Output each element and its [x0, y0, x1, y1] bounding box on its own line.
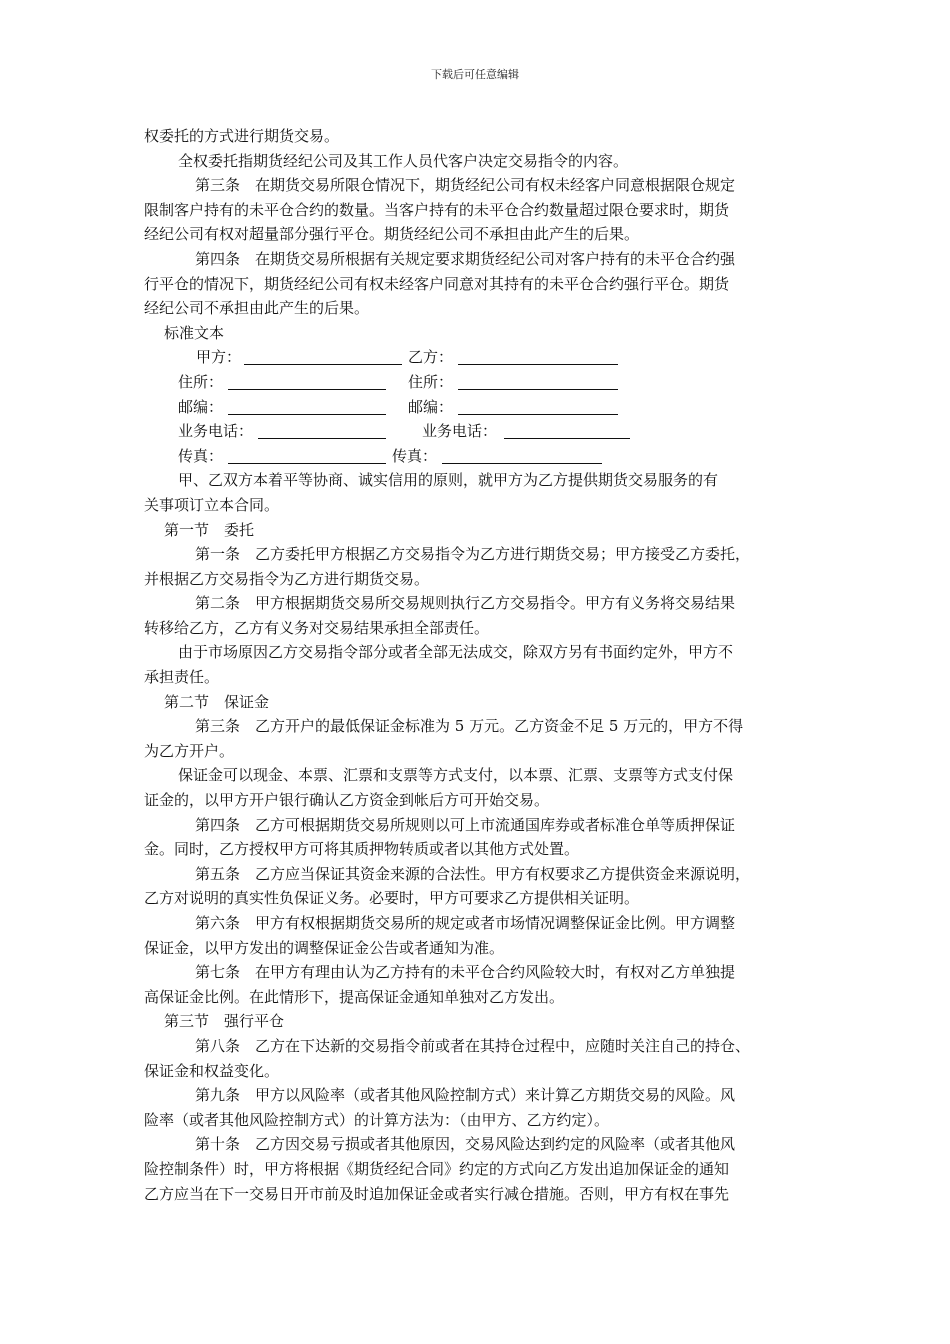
address-b-blank [458, 373, 618, 390]
paragraph-block-2 [144, 468, 812, 1206]
form-label-address-b: 住所： [408, 372, 454, 391]
party-a-blank [244, 348, 402, 365]
text-line: 保证金可以现金、本票、汇票和支票等方式支付，以本票、汇票、支票等方式支付保 [178, 766, 734, 785]
text-line: 全权委托指期货经纪公司及其工作人员代客户决定交易指令的内容。 [178, 151, 629, 170]
party-b-blank [458, 348, 618, 365]
text-line: 由于市场原因乙方交易指令部分或者全部无法成交，除双方另有书面约定外，甲方不 [178, 643, 734, 662]
fax-b-blank [442, 447, 602, 464]
text-line: 第九条 甲方以风险率（或者其他风险控制方式）来计算乙方期货交易的风险。风 [195, 1086, 736, 1105]
text-line: 乙方对说明的真实性负保证义务。必要时，甲方可要求乙方提供相关证明。 [144, 889, 640, 908]
page-header: 下载后可任意编辑 [431, 68, 519, 81]
text-line: 标准文本 [164, 323, 225, 342]
form-label-party-a: 甲方： [196, 348, 242, 367]
form-row-postcode [144, 395, 812, 420]
text-line: 承担责任。 [144, 668, 220, 687]
text-line: 第四条 乙方可根据期货交易所规则以可上市流通国库券或者标准仓单等质押保证 [195, 815, 736, 834]
postcode-b-blank [458, 398, 618, 415]
form-row-party [144, 345, 812, 370]
text-line: 第八条 乙方在下达新的交易指令前或者在其持仓过程中，应随时关注自己的持仓、 [195, 1036, 751, 1055]
address-a-blank [228, 373, 386, 390]
text-line: 第七条 在甲方有理由认为乙方持有的未平仓合约风险较大时，有权对乙方单独提 [195, 963, 736, 982]
text-line: 第一节 委托 [164, 520, 255, 539]
text-line: 甲、乙双方本着平等协商、诚实信用的原则，就甲方为乙方提供期货交易服务的有 [178, 471, 719, 490]
text-line: 权委托的方式进行期货交易。 [144, 127, 340, 145]
phone-b-blank [504, 422, 630, 439]
fax-a-blank [228, 447, 386, 464]
text-line: 行平仓的情况下，期货经纪公司有权未经客户同意对其持有的未平仓合约强行平仓。期货 [144, 274, 730, 293]
phone-a-blank [258, 422, 386, 439]
party-info-form [144, 345, 812, 468]
form-label-address-a: 住所： [178, 372, 224, 391]
text-line: 第二节 保证金 [164, 692, 270, 711]
text-line: 第二条 甲方根据期货交易所交易规则执行乙方交易指令。甲方有义务将交易结果 [195, 594, 736, 613]
text-line: 第五条 乙方应当保证其资金来源的合法性。甲方有权要求乙方提供资金来源说明， [195, 864, 751, 883]
document-body [144, 124, 812, 1206]
text-line: 高保证金比例。在此情形下，提高保证金通知单独对乙方发出。 [144, 987, 565, 1006]
text-line: 第十条 乙方因交易亏损或者其他原因，交易风险达到约定的风险率（或者其他风 [195, 1135, 736, 1154]
form-label-postcode-b: 邮编： [408, 397, 454, 416]
text-line: 金。同时，乙方授权甲方可将其质押物转质或者以其他方式处置。 [144, 840, 580, 859]
form-label-party-b: 乙方： [408, 348, 454, 367]
text-line: 保证金，以甲方发出的调整保证金公告或者通知为准。 [144, 938, 505, 957]
text-line: 乙方应当在下一交易日开市前及时追加保证金或者实行减仓措施。否则，甲方有权在事先 [144, 1184, 730, 1203]
text-line: 险率（或者其他风险控制方式）的计算方法为：（由甲方、乙方约定）。 [144, 1110, 610, 1129]
text-line: 第三条 乙方开户的最低保证金标准为 5 万元。乙方资金不足 5 万元的，甲方不得 [195, 717, 744, 736]
text-line: 第三条 在期货交易所限仓情况下，期货经纪公司有权未经客户同意根据限仓规定 [195, 176, 736, 195]
form-label-phone-b: 业务电话： [422, 422, 498, 441]
form-row-fax [144, 444, 812, 469]
text-line: 限制客户持有的未平仓合约的数量。当客户持有的未平仓合约数量超过限仓要求时，期货 [144, 200, 730, 219]
form-row-address [144, 370, 812, 395]
text-line: 经纪公司不承担由此产生的后果。 [144, 299, 370, 318]
form-label-postcode-a: 邮编： [178, 397, 224, 416]
form-label-fax-a: 传真： [178, 446, 224, 465]
form-label-phone-a: 业务电话： [178, 422, 254, 441]
text-line: 险控制条件）时，甲方将根据《期货经纪合同》约定的方式向乙方发出追加保证金的通知 [144, 1159, 730, 1178]
form-label-fax-b: 传真： [392, 446, 438, 465]
text-line: 并根据乙方交易指令为乙方进行期货交易。 [144, 569, 430, 588]
text-line: 为乙方开户。 [144, 741, 235, 760]
text-line: 第六条 甲方有权根据期货交易所的规定或者市场情况调整保证金比例。甲方调整 [195, 914, 736, 932]
text-line: 证金的，以甲方开户银行确认乙方资金到帐后方可开始交易。 [144, 791, 550, 810]
text-line: 第一条 乙方委托甲方根据乙方交易指令为乙方进行期货交易；甲方接受乙方委托， [195, 545, 751, 564]
text-line: 保证金和权益变化。 [144, 1061, 280, 1080]
text-line: 第四条 在期货交易所根据有关规定要求期货经纪公司对客户持有的未平仓合约强 [195, 249, 736, 268]
text-line: 关事项订立本合同。 [144, 495, 280, 514]
text-line: 经纪公司有权对超量部分强行平仓。期货经纪公司不承担由此产生的后果。 [144, 225, 640, 244]
postcode-a-blank [228, 398, 386, 415]
text-line: 转移给乙方，乙方有义务对交易结果承担全部责任。 [144, 618, 490, 637]
paragraph-block-1 [144, 124, 812, 345]
form-row-phone [144, 419, 812, 444]
text-line: 第三节 强行平仓 [164, 1012, 285, 1031]
